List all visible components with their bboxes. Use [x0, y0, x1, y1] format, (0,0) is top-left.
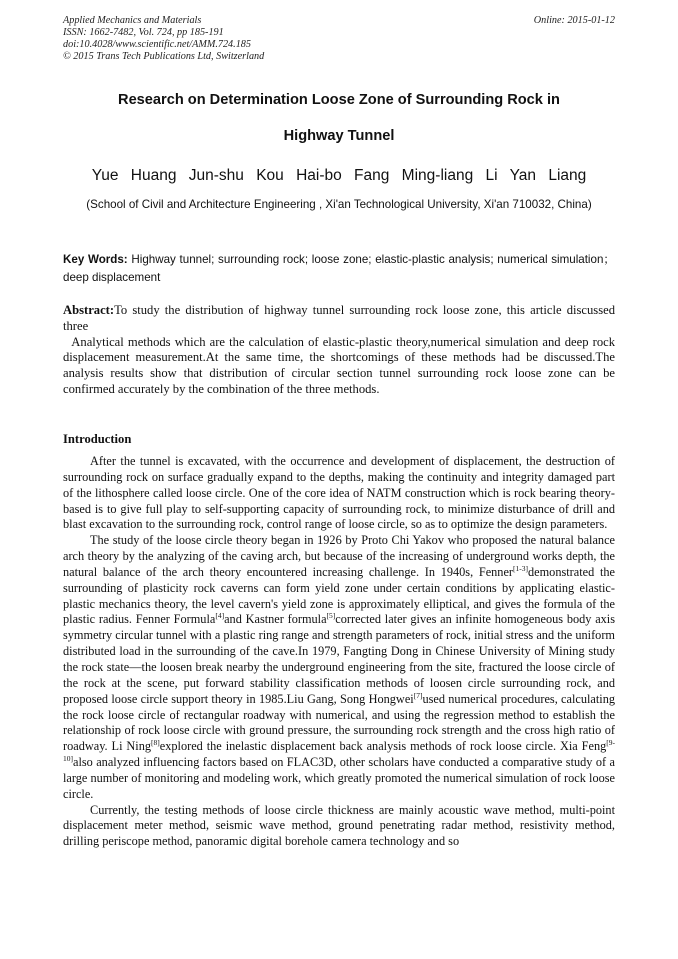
intro-paragraph-1: After the tunnel is excavated, with the occurrence and development of displacement, the destruction of surrounding rock on surface gradually expand to the depths, making the continuity and integrity damaged part of the lithosphere called loose circle. One of the core idea of NATM construction which is rock bearing theory-based is to give full play to self-supporting capacity of surrounding rock, to minimize disturbance of drill and blast excavation to the surrounding rock, control range of loose circle, so as to optimize the design parameters.	[63, 454, 615, 532]
paper-title-line-2: Highway Tunnel	[283, 128, 395, 144]
p2-text-c: and Kastner formula	[224, 612, 327, 627]
keywords	[63, 251, 615, 286]
abstract-first	[63, 303, 615, 335]
citation-5: [5]	[326, 611, 336, 621]
citation-7: [7]	[413, 690, 423, 700]
online-date: Online: 2015-01-12	[533, 15, 615, 26]
keywords-text: Highway tunnel; surrounding rock; loose zone; elastic-plastic analysis; numerical simulation； deep displacement	[63, 253, 615, 284]
citation-9-10: [9-10]	[63, 738, 615, 764]
p2-text-a: The study of the loose circle theory began in 1926 by Proto Chi Yakov who proposed the natural balance arch theory by the analyzing of the caving arch, but because of the increasing of underground works depth, the natural balance of the arch theory encountered increasing challenge. In 1940s, Fenner	[63, 533, 615, 579]
abstract	[63, 303, 615, 398]
abstract-label: Abstract:	[63, 303, 115, 317]
issn-line: ISSN: 1662-7482, Vol. 724, pp 185-191	[63, 27, 224, 38]
copyright-line: © 2015 Trans Tech Publications Ltd, Switzerland	[63, 51, 265, 62]
p2-text-d: corrected later gives an infinite homogeneous body axis symmetry circular tunnel with a plastic ring range and strength parameters of rock, initial stress and the uniform distributed load in the surrounding of the cave.In 1979, Fangting Dong in Chinese University of Mining study the rock state—the loosen break nearby the underground engineering from the site, fractured the loose circle of the rock at the scene, put forward stability classification methods of loosen circle surrounding rock, and proposed loose circle support theory in 1985.Liu Gang, Song Hongwei	[63, 612, 616, 706]
abstract-second	[63, 335, 615, 398]
p2-text-g: also analyzed influencing factors based on FLAC3D, other scholars have conducted a comparative study of a large number of monitoring and modeling work, which greatly promoted the numerical simulation of rock loose circle.	[63, 755, 615, 801]
intro-paragraph-2	[63, 533, 615, 802]
p2-text-f: explored the inelastic displacement back analysis methods of rock loose circle. Xia Feng	[159, 739, 607, 754]
affiliation: (School of Civil and Architecture Engineering , Xi'an Technological University, Xi'an 710032, China)	[86, 198, 592, 211]
introduction-body	[63, 454, 615, 850]
doi-line: doi:10.4028/www.scientific.net/AMM.724.185	[63, 39, 251, 50]
intro-paragraph-3: Currently, the testing methods of loose circle thickness are mainly acoustic wave method, multi-point displacement meter method, seismic wave method, ground penetrating radar method, resistivity method, drilling periscope method, panoramic digital borehole camera technology and so	[63, 802, 615, 849]
p2-text-e: used numerical procedures, calculating the rock loose circle of rectangular roadway with numerical, and using the regression method to establish the relationship of rock loose circle with ground pressure, the surrounding rock strength and the cross high ratio of roadway. Li Ning	[63, 691, 616, 754]
citation-8: [8]	[151, 738, 160, 748]
author-list: Yue Huang Jun-shu Kou Hai-bo Fang Ming-liang Li Yan Liang	[91, 167, 587, 184]
paper-title-line-1: Research on Determination Loose Zone of Surrounding Rock in	[118, 92, 560, 108]
citation-4: [4]	[215, 611, 225, 621]
p2-text-b: demonstrated the surrounding of plasticity rock caverns can form yield zone under certain conditions by applicating elastic-plastic mechanics theory, the level cavern's yield zone is approximately elliptical, and gives the formula of the plastic radius. Fenner Formula	[63, 564, 615, 627]
abstract-first-text: To study the distribution of highway tunnel surrounding rock loose zone, this article discussed three	[63, 303, 615, 333]
journal-name: Applied Mechanics and Materials	[63, 15, 202, 26]
header-left	[63, 15, 615, 63]
journal-header	[63, 15, 615, 63]
abstract-second-text: Analytical methods which are the calculation of elastic-plastic theory,numerical simulation and deep rock displacement measurement.At the same time, the shortcomings of these methods had be discussed.The analysis results show that distribution of circular section tunnel surrounding rock loose zone can be confirmed accurately by the combination of the three methods.	[63, 334, 616, 396]
citation-1-3: [1-3]	[513, 563, 529, 573]
keywords-label: Key Words:	[63, 253, 128, 266]
section-heading-introduction: Introduction	[63, 432, 132, 446]
